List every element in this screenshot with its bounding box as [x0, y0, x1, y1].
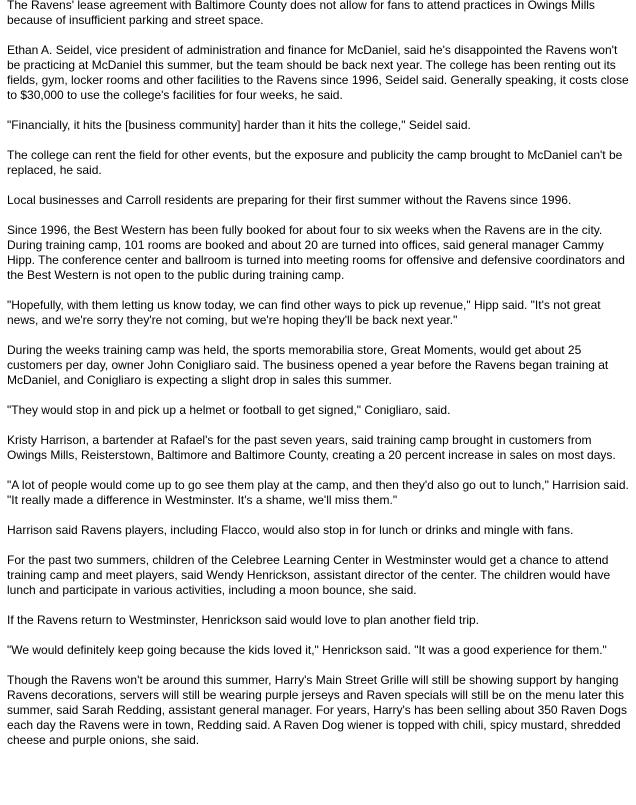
paragraph: If the Ravens return to Westminster, Henrickson said would love to plan another field trip. — [7, 613, 480, 627]
paragraph: The Ravens' lease agreement with Baltimore County does not allow for fans to attend practices in Owings Mills because of insufficient parking and street space. — [7, 0, 595, 27]
paragraph: "They would stop in and pick up a helmet or football to get signed," Conigliaro, said. — [7, 403, 451, 417]
paragraph: Though the Ravens won't be around this summer, Harry's Main Street Grille will still be showing support by hanging Ravens decorations, servers will still be wearing purple jerseys and Raven specials will still be on the menu later this summer, said Sarah Redding, assistant general manager. For years, Harry's has been selling about 350 Raven Dogs each day the Ravens were in town, Redding said. A Raven Dog wiener is topped with chili, spicy mustard, shredded cheese and purple onions, she said. — [7, 673, 627, 747]
paragraph: Ethan A. Seidel, vice president of administration and finance for McDaniel, said he's disappointed the Ravens won't be practicing at McDaniel this summer, but the team should be back next year. The college has been renting out its fields, gym, locker rooms and other facilities to the Ravens since 1996, Seidel said. Generally speaking, it costs close to $30,000 to use the college's facilities for four weeks, he said. — [7, 43, 629, 102]
paragraph: "We would definitely keep going because the kids loved it," Henrickson said. "It was a good experience for them." — [7, 643, 607, 657]
paragraph: For the past two summers, children of the Celebree Learning Center in Westminster would get a chance to attend training camp and meet players, said Wendy Henrickson, assistant director of the center. The children would have lunch and participate in various activities, including a moon bounce, she said. — [7, 553, 611, 597]
paragraph: The college can rent the field for other events, but the exposure and publicity the camp brought to McDaniel can't be replaced, he said. — [7, 148, 623, 177]
paragraph: Since 1996, the Best Western has been fully booked for about four to six weeks when the Ravens are in the city. During training camp, 101 rooms are booked and about 20 are turned into offices, said general manager Cammy Hipp. The conference center and ballroom is turned into meeting rooms for offensive and defensive coordinators and the Best Western is not open to the public during training camp. — [7, 223, 625, 282]
paragraph: Kristy Harrison, a bartender at Rafael's for the past seven years, said training camp brought in customers from Owings Mills, Reisterstown, Baltimore and Baltimore County, creating a 20 percent increase in sales on most days. — [7, 433, 616, 462]
paragraph: "Hopefully, with them letting us know today, we can find other ways to pick up revenue," Hipp said. "It's not great news, and we're sorry they're not coming, but we're hoping they'll be back next year." — [7, 298, 601, 327]
paragraph: Local businesses and Carroll residents are preparing for their first summer without the Ravens since 1996. — [7, 193, 572, 207]
paragraph: Harrison said Ravens players, including Flacco, would also stop in for lunch or drinks and mingle with fans. — [7, 523, 574, 537]
paragraph: "Financially, it hits the [business community] harder than it hits the college," Seidel said. — [7, 118, 471, 132]
article-body — [7, 0, 629, 763]
paragraph: "A lot of people would come up to go see them play at the camp, and then they'd also go out to lunch," Harrision said. "It really made a difference in Westminster. It's a shame, we'll miss them." — [7, 478, 629, 507]
paragraph: During the weeks training camp was held, the sports memorabilia store, Great Moments, would get about 25 customers per day, owner John Conigliaro said. The business opened a year before the Ravens began training at McDaniel, and Conigliaro is expecting a slight drop in sales this summer. — [7, 343, 609, 387]
